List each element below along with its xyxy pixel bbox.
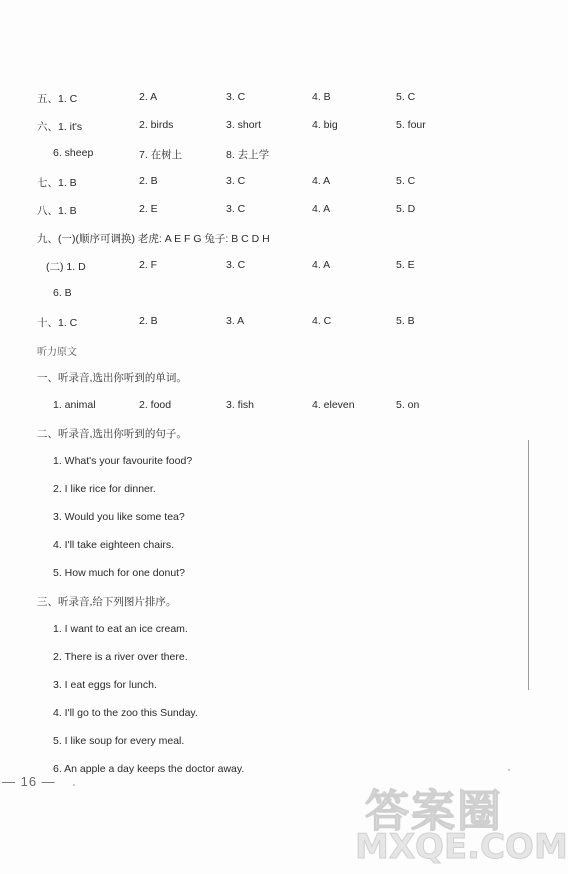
list-item: 3. I eat eggs for lunch. (53, 679, 157, 691)
list-item: 2. There is a river over there. (53, 651, 188, 663)
answer-cell: 4. A (312, 175, 331, 187)
answer-cell: 2. E (139, 203, 158, 215)
list-item: 3. Would you like some tea? (53, 511, 185, 523)
answer-cell: 5. four (396, 119, 426, 131)
list-item: 2. I like rice for dinner. (53, 483, 156, 495)
answer-cell: 5. C (396, 91, 416, 103)
answer-cell: 8. 去上学 (226, 149, 270, 161)
answer-cell: 2. B (139, 175, 158, 187)
scan-edge-line (528, 440, 529, 690)
answer-cell: 八、1. B (37, 205, 77, 217)
list-item: 1. animal (53, 399, 96, 411)
answer-cell: 6. sheep (53, 147, 94, 159)
watermark-top-text: 答案圈 (365, 786, 503, 837)
page-number: — 16 — (2, 774, 56, 789)
answer-cell: 七、1. B (37, 177, 77, 189)
list-item: 5. on (396, 399, 420, 411)
answer-cell: 六、1. it's (37, 121, 83, 133)
listening-part2-head: 二、听录音,选出你听到的句子。 (37, 428, 187, 440)
answer-cell: 3. C (226, 91, 246, 103)
watermark-bottom-text: MXQE.COM (355, 827, 568, 867)
answer-cell: 2. birds (139, 119, 174, 131)
list-item: 5. How much for one donut? (53, 567, 185, 579)
answer-cell: (二) 1. D (46, 261, 86, 273)
answer-cell: 5. C (396, 175, 416, 187)
answer-cell: 2. F (139, 259, 158, 271)
answer-cell: 4. big (312, 119, 338, 131)
watermark-logo (355, 775, 568, 867)
scan-speck (73, 784, 75, 786)
listening-part1-head: 一、听录音,选出你听到的单词。 (37, 372, 187, 384)
list-item: 1. What's your favourite food? (53, 455, 193, 467)
answer-cell: 3. C (226, 259, 246, 271)
answer-cell: 3. A (226, 315, 245, 327)
list-item: 5. I like soup for every meal. (53, 735, 185, 747)
answer-cell: 4. A (312, 203, 331, 215)
answer-cell: 3. short (226, 119, 262, 131)
list-item: 4. I'll go to the zoo this Sunday. (53, 707, 198, 719)
list-item: 2. food (139, 399, 172, 411)
list-item: 4. eleven (312, 399, 355, 411)
answer-cell: 4. A (312, 259, 331, 271)
list-item: 6. An apple a day keeps the doctor away. (53, 763, 245, 775)
answer-cell: 4. B (312, 91, 331, 103)
answer-row-9c: 6. B (53, 287, 72, 299)
list-item: 4. I'll take eighteen chairs. (53, 539, 175, 551)
listening-title: 听力原文 (37, 347, 77, 358)
answer-cell: 3. C (226, 203, 246, 215)
answer-cell: 2. A (139, 91, 158, 103)
answer-cell: 4. C (312, 315, 332, 327)
list-item: 3. fish (226, 399, 255, 411)
answer-cell: 5. B (396, 315, 415, 327)
answer-row-9-head: 九、(一)(顺序可调换) 老虎: A E F G 兔子: B C D H (37, 233, 270, 245)
answer-cell: 5. D (396, 203, 416, 215)
answer-cell: 2. B (139, 315, 158, 327)
answer-cell: 十、1. C (37, 317, 78, 329)
scan-speck (508, 769, 510, 771)
answer-cell: 五、1. C (37, 93, 78, 105)
listening-part3-head: 三、听录音,给下列图片排序。 (37, 596, 177, 608)
answer-cell: 7. 在树上 (139, 149, 183, 161)
answer-cell: 5. E (396, 259, 415, 271)
answer-cell: 3. C (226, 175, 246, 187)
list-item: 1. I want to eat an ice cream. (53, 623, 188, 635)
